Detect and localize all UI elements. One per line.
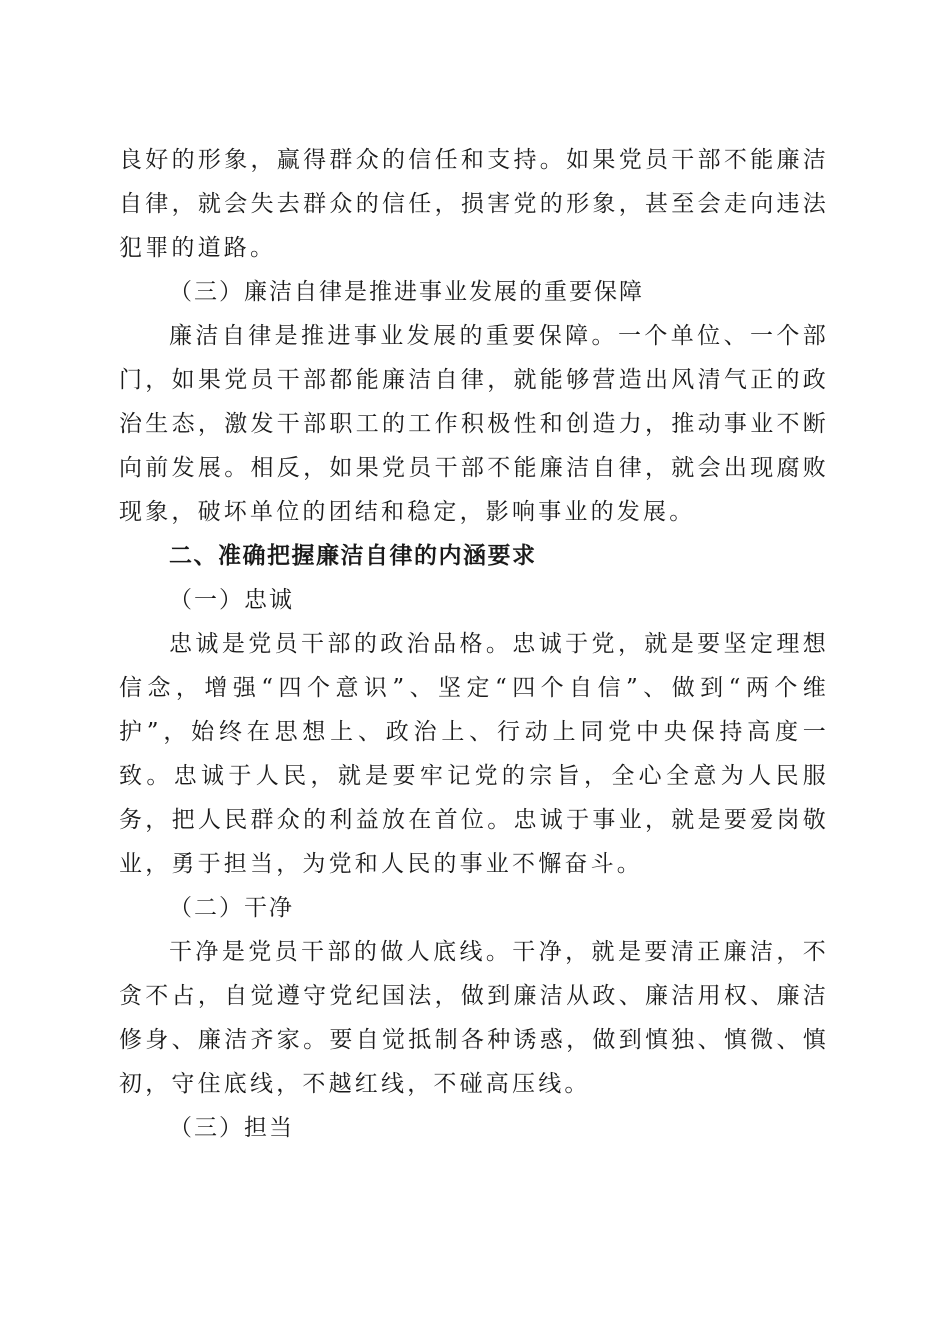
- subheading-2: （二）干净: [169, 895, 294, 921]
- subheading-3: （三）担当: [169, 1115, 294, 1141]
- subheading-3: （三）廉洁自律是推进事业发展的重要保障: [169, 279, 644, 305]
- text-block-1: [119, 138, 829, 1150]
- section-heading-2: 二、准确把握廉洁自律的内涵要求: [169, 543, 537, 569]
- paragraph-body: 干净是党员干部的做人底线。干净，就是要清正廉洁，不贪不占，自觉遵守党纪国法，做到廉洁从政、廉洁用权、廉洁修身、廉洁齐家。要自觉抵制各种诱惑，做到慎独、慎微、慎初，守住底线，不越红线，不碰高压线。: [119, 939, 829, 1097]
- paragraph-body: 忠诚是党员干部的政治品格。忠诚于党，就是要坚定理想信念，增强“四个意识”、坚定“四个自信”、做到“两个维护”，始终在思想上、政治上、行动上同党中央保持高度一致。忠诚于人民，就是要牢记党的宗旨，全心全意为人民服务，把人民群众的利益放在首位。忠诚于事业，就是要爱岗敬业，勇于担当，为党和人民的事业不懈奋斗。: [119, 631, 829, 877]
- subheading-1: （一）忠诚: [169, 587, 294, 613]
- paragraph-body-continued: 良好的形象，赢得群众的信任和支持。如果党员干部不能廉洁自律，就会失去群众的信任，损害党的形象，甚至会走向违法犯罪的道路。: [119, 147, 829, 261]
- paragraph-body: 廉洁自律是推进事业发展的重要保障。一个单位、一个部门，如果党员干部都能廉洁自律，就能够营造出风清气正的政治生态，激发干部职工的工作积极性和创造力，推动事业不断向前发展。相反，如果党员干部不能廉洁自律，就会出现腐败现象，破坏单位的团结和稳定，影响事业的发展。: [119, 323, 829, 525]
